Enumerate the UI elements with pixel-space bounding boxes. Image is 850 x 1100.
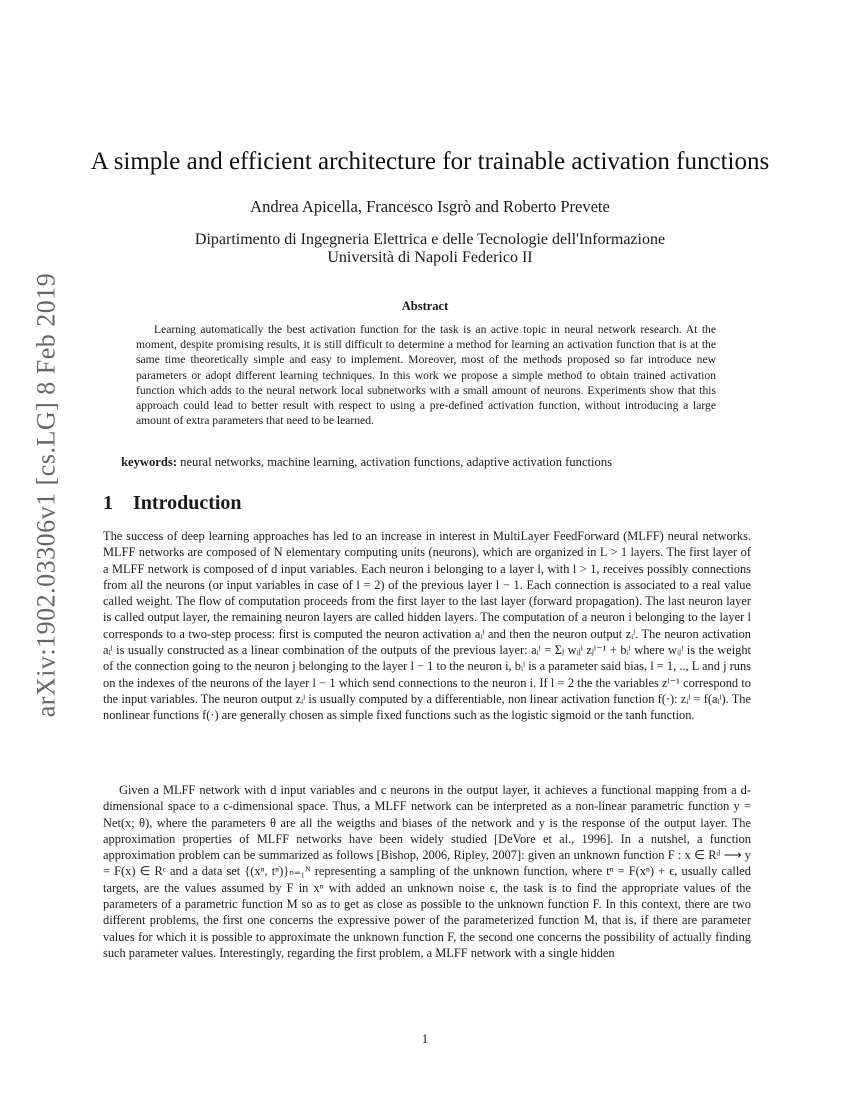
page-number: 1: [421, 1032, 429, 1046]
arxiv-identifier: arXiv:1902.03306v1 [cs.LG] 8 Feb 2019: [31, 272, 60, 718]
section-heading-introduction: [103, 492, 242, 515]
author-affiliation: [90, 231, 770, 267]
body-paragraph-1: The success of deep learning approaches has led to an increase in interest in MultiLayer FeedForward (MLFF) neural networks. MLFF networks are composed of N elementary computing units (neurons), which are organized in L > 1 layers. The first layer of a MLFF network is composed of d input variables. Each neuron i belonging to a layer l, with l > 1, receives possibly connections from all the neurons (or input variables in case of l = 2) of the previous layer l − 1. Each connection is associated to a real value called weight. The flow of computation proceeds from the first layer to the last layer (forward propagation). The last neuron layer is called output layer, the remaining neuron layers are called hidden layers. The computation of a neuron i belonging to the layer l corresponds to a two-step process: first is computed the neuron activation aᵢˡ and then the neuron output zᵢˡ. The neuron activation aᵢˡ is usually constructed as a linear combination of the outputs of the previous layer: aᵢˡ = Σⱼ wᵢⱼˡ zⱼˡ⁻¹ + bᵢˡ where wᵢⱼˡ is the weight of the connection going to the neuron j belonging to the layer l − 1 to the neuron i, bᵢˡ is a parameter said bias, l = 1, .., L and j runs on the indexes of the neurons of the layer l − 1 which send connections to the neuron i. If l = 2 the the variables zˡ⁻¹ correspond to the input variables. The neuron output zᵢˡ is usually computed by a differentiable, non linear activation function f(·): zᵢˡ = f(aᵢˡ). The nonlinear functions f(·) are generally chosen as simple fixed functions such as the logistic sigmoid or the tanh function.: [103, 529, 751, 723]
affiliation-line-2: Università di Napoli Federico II: [327, 249, 533, 266]
affiliation-line-1: Dipartimento di Ingegneria Elettrica e delle Tecnologie dell'Informazione: [194, 231, 666, 248]
arxiv-margin-stamp: [28, 272, 64, 718]
keywords-text: neural networks, machine learning, activation functions, adaptive activation functions: [180, 455, 613, 469]
abstract-heading: Abstract: [401, 299, 449, 313]
abstract-text: Learning automatically the best activation function for the task is an active topic in neural network research. At the moment, despite promising results, it is still difficult to determine a method for learning an activation function that is at the same time theoretically simple and easy to implement. Moreover, most of the methods proposed so far introduce new parameters or adopt different learning techniques. In this work we propose a simple method to obtain trained activation function which adds to the neural network local subnetworks with a small amount of neurons. Experiments show that this approach could lead to better result with respect to using a pre-defined activation function, without introducing a large amount of extra parameters that need to be learned.: [136, 323, 716, 428]
paper-authors: Andrea Apicella, Francesco Isgrò and Roberto Prevete: [250, 197, 610, 216]
paper-title: A simple and efficient architecture for trainable activation functions: [90, 148, 770, 175]
body-paragraph-2: Given a MLFF network with d input variables and c neurons in the output layer, it achieves a functional mapping from a d-dimensional space to a c-dimensional space. Thus, a MLFF network can be interpreted as a non-linear parametric function y = Net(x; θ), where the parameters θ are all the weigths and biases of the network and y is the response of the output layer. The approximation properties of MLFF networks have been widely studied [DeVore et al., 1996]. In a nutshel, a function approximation problem can be summarized as follows [Bishop, 2006, Ripley, 2007]: given an unknown function F : x ∈ Rᵈ ⟶ y = F(x) ∈ Rᶜ and a data set {(xⁿ, tⁿ)}ₙ₌₁ᴺ representing a sampling of the unknown function, where tⁿ = F(xⁿ) + ϵ, usually called targets, are the values assumed by F in xⁿ with added an unknown noise ϵ, the task is to find the appropriate values of the parameters of a parametric function M so as to get as close as possible to the unknown function F. In this context, there are two different problems, the first one concerns the expressive power of the parameterized function M, that is, if there are parameter values for which it is possible to approximate the unknown function F, the second one concerns the possibility of actually finding such parameter values. Interestingly, regarding the first problem, a MLFF network with a single hidden: [103, 783, 751, 960]
keywords-label: keywords:: [121, 455, 177, 469]
keywords-line: [121, 455, 741, 470]
section-number: 1: [103, 492, 113, 514]
section-title: Introduction: [133, 492, 242, 514]
